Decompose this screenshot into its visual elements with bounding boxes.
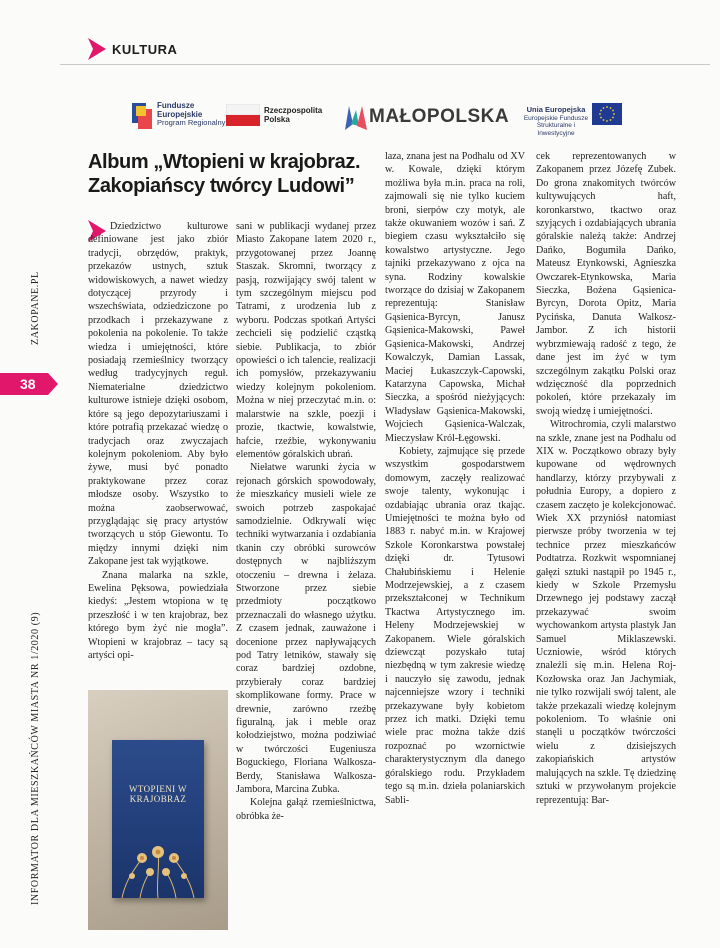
article-column-4: [536, 150, 676, 807]
paragraph: laza, znana jest na Podhalu od XV w. Kowale, dzięki którym możliwa była m.in. praca na roli, zajmowali się nie tylko kuciem broni, sierpów czy motyk, ale także okuwaniem wozów i sań. Z biegiem czasu wykształciło się kowalstwo artystyczne. Jego tajniki przekazywano z ojca na syna. Rodziny kowalskie tworzące do dzisiaj w Zakopanem reprezentują: Stanisław Gąsienica-Byrcyn, Janusz Gąsienica-Makowski, Paweł Gąsienica-Makowski, Andrzej Kowalczyk, Damian Lassak, Maciej Łukaszczyk-Capowski, Katarzyna Capowska, Michał Sieczka, a spośród nieżyjących: Władysław Gąsienica-Makowski, Wojciech Gąsienica-Walczak, Mieczysław Król-Łęgowski.: [385, 151, 525, 444]
fe-logo-text: Fundusze Europejskie Program Regionalny: [157, 101, 226, 127]
article-column-2: [236, 220, 376, 823]
section-header: [0, 0, 720, 88]
section-arrow-icon: [88, 38, 106, 60]
malopolska-logo-icon: [343, 102, 369, 132]
page-number: 38: [20, 376, 36, 392]
publication-label: INFORMATOR DLA MIESZKAŃCÓW MIASTA NR 1/2020 (9): [30, 611, 41, 905]
paragraph: Kolejna gałąź rzemieślnictwa, obróbka że-: [236, 797, 376, 822]
section-title: KULTURA: [112, 42, 178, 57]
header-divider: [60, 64, 710, 65]
paragraph: Witrochromia, czyli malarstwo na szkle, znane jest na Podhalu od XIX w. Początkowo obrazy były kupowane od wędrownych handlarzy, którzy przybywali z południa Europy, a dopiero z czasem zaczęto je kolekcjonować. Wiek XX przyniósł natomiast pierwsze próby tworzenia w tej technice przez mieszkańców Podtatrza. Rozkwit wspomnianej gałęzi sztuki nastąpił po 1945 r., kiedy w Szkole Przemysłu Drzewnego jej podstawy zaczął przekazywać swoim wychowankom artysta plastyk Jan Samuel Miklaszewski. Uczniowie, wśród których znaleźli się m.in. Helena Roj-Kozłowska oraz Jan Jachymiak, nie tylko rozwijali swój talent, ale także przekazali wiedzę kolejnym pokoleniom. To właśnie oni stanęli u początków twórczości wielu z dzisiejszych zakopiańskich artystów malujących na szkle. Tę dziedzinę sztuki w przywołanym projekcie reprezentują: Bar-: [536, 419, 676, 806]
website-label: ZAKOPANE.PL: [30, 271, 41, 345]
fundusze-europejskie-logo-icon: [132, 101, 156, 131]
paragraph: Kobiety, zajmujące się przede wszystkim gospodarstwem domowym, zaczęły realizować swoje talenty, wykonując i ozdabiając ubrania oraz tkając. Umiejętności te można było od 1883 r. nabyć m.in. w Krajowej Szkole Koronkarstwa powstałej dzięki dr. Tytusowi Chałubińskiemu i Helenie Modrzejewskiej, a z czasem przekształconej w Technikum Tkactwa Artystycznego im. Heleny Modrzejewskiej w Zakopanem. Wiele góralskich dziewcząt pozyskało tutaj niezbędną w tym zakresie wiedzę i nauczyło się zawodu, jednak najcenniejsze wzory i techniki przekazywane były kobietom przez ich matki. Dzięki temu wiele prac można także dziś rozpoznać po wzornictwie charakterystycznym dla danego góralskiego rodu. Przykładem tego są m.in. dzieła polaniarskich Sabli-: [385, 445, 525, 806]
paragraph: cek reprezentowanych w Zakopanem przez Józefę Zubek. Do grona znakomitych twórców kultywujących haft, koronkarstwo, tkactwo oraz szyjących i ozdabiających ubrania góralskie należą także: Andrzej Dańko, Bogumiła Dańko, Mateusz Etynkowski, Agnieszka Owczarek-Etynkowska, Maria Sieczka, Bożena Gąsienica-Byrcyn, Dorota Opitz, Maria Pycińska, Danuta Walkosz-Jambor. Z ich historii wybrzmiewają radość z tego, że dane jest im żyć w tym szczególnym zakątku Polski oraz wdzięczność dla poprzednich pokoleń, które przekazały im swoją wiedzę i umiejętności.: [536, 151, 676, 417]
rp-logo-text: Rzeczpospolita Polska: [264, 106, 323, 124]
eu-flag-icon: [592, 103, 622, 125]
floral-ornament-icon: [112, 828, 204, 898]
paragraph: Dziedzictwo kulturowe definiowane jest jako zbiór tradycji, obrzędów, praktyk, przekazów ustnych, sztuk widowiskowych, a nawet wiedzy dotyczącej przyrody i wszechświata, odziedziczone po przodkach i przekazywane z pokolenia na pokolenie. To także wiedza i umiejętności, które posiadają rzemieślnicy tworzący według tradycyjnych reguł. Niematerialne dziedzictwo kulturowe istnieje dzięki osobom, które są jego depozytariuszami i które potrafią przekazać wiedzę o tradycjach oraz zwyczajach kolejnym pokoleniom. Aby było żywe, musi być ponadto praktykowane przez coraz młodsze osoby. Wszystko to można zaobserwować, przyglądając się pracy artystów tworzących u stóp Giewontu. To między innymi dzięki nim Zakopane jest tak wyjątkowe.: [88, 221, 228, 568]
paragraph: Znana malarka na szkle, Ewelina Pęksowa, powiedziała kiedyś: „Jestem wtopiona w tę przeszłość i w ten krajobraz, bez którego bym żyć nie mogła”. Wtopieni w krajobraz – tacy są artyści opi-: [88, 569, 228, 661]
funding-logos: [0, 98, 720, 144]
paragraph: Niełatwe warunki życia w rejonach górskich spowodowały, że mieszkańcy musieli wiele ze swoich potrzeb zaspokajać samodzielnie. Odkrywali więc techniki wytwarzania i ozdabiania tkanin czy obróbki surowców dostępnych w najbliższym otoczeniu – drewna i żelaza. Stworzone przez siebie przedmioty początkowo przeznaczali do własnego użytku. Z czasem jednak, zauważone i docenione przez napływających pod Tatry letników, stawały się coraz bardziej ozdobne, przybierały coraz bardziej skomplikowane formy. Prace w drewnie, zarówno rzeźbę figuralną, jak i meble oraz kołodziejstwo, można podziwiać w twórczości Eugeniusza Boguckiego, Floriana Walkosza-Berdy, Stanisława Walkosza-Jambora, Marcina Zubka.: [236, 462, 376, 796]
article-column-3: [385, 150, 525, 807]
poland-flag-icon: [226, 104, 260, 126]
book-cover: [112, 740, 204, 898]
article-title: Album „Wtopieni w krajobraz. Zakopiańscy twórcy Ludowi”: [88, 151, 361, 197]
book-cover-photo: [88, 690, 228, 930]
book-title: WTOPIENI W KRAJOBRAZ: [129, 784, 187, 804]
malopolska-logo-text: MAŁOPOLSKA: [369, 106, 510, 127]
ue-logo-text: Unia Europejska Europejskie Fundusze Strukturalne i Inwestycyjne: [523, 105, 589, 137]
article-column-1: [88, 220, 228, 662]
paragraph: sani w publikacji wydanej przez Miasto Zakopane latem 2020 r., przygotowanej przez Joannę Staszak. Skromni, tworzący z pasją, rozwijający swój talent w tym szczególnym miejscu pod Tatrami, z urodzenia lub z wyboru. Podczas spotkań Artyści zechcieli się podzielić cząstką siebie. Publikacja, to zbiór opowieści o ich talencie, realizacji ich pomysłów, przekazywaniu wiedzy kolejnym pokoleniom. Można w niej przeczytać m.in. o: malarstwie na szkle, poezji i prozie, tkactwie, kowalstwie, hafcie, rzeźbie, wykonywaniu elementów góralskich ubrań.: [236, 221, 376, 460]
